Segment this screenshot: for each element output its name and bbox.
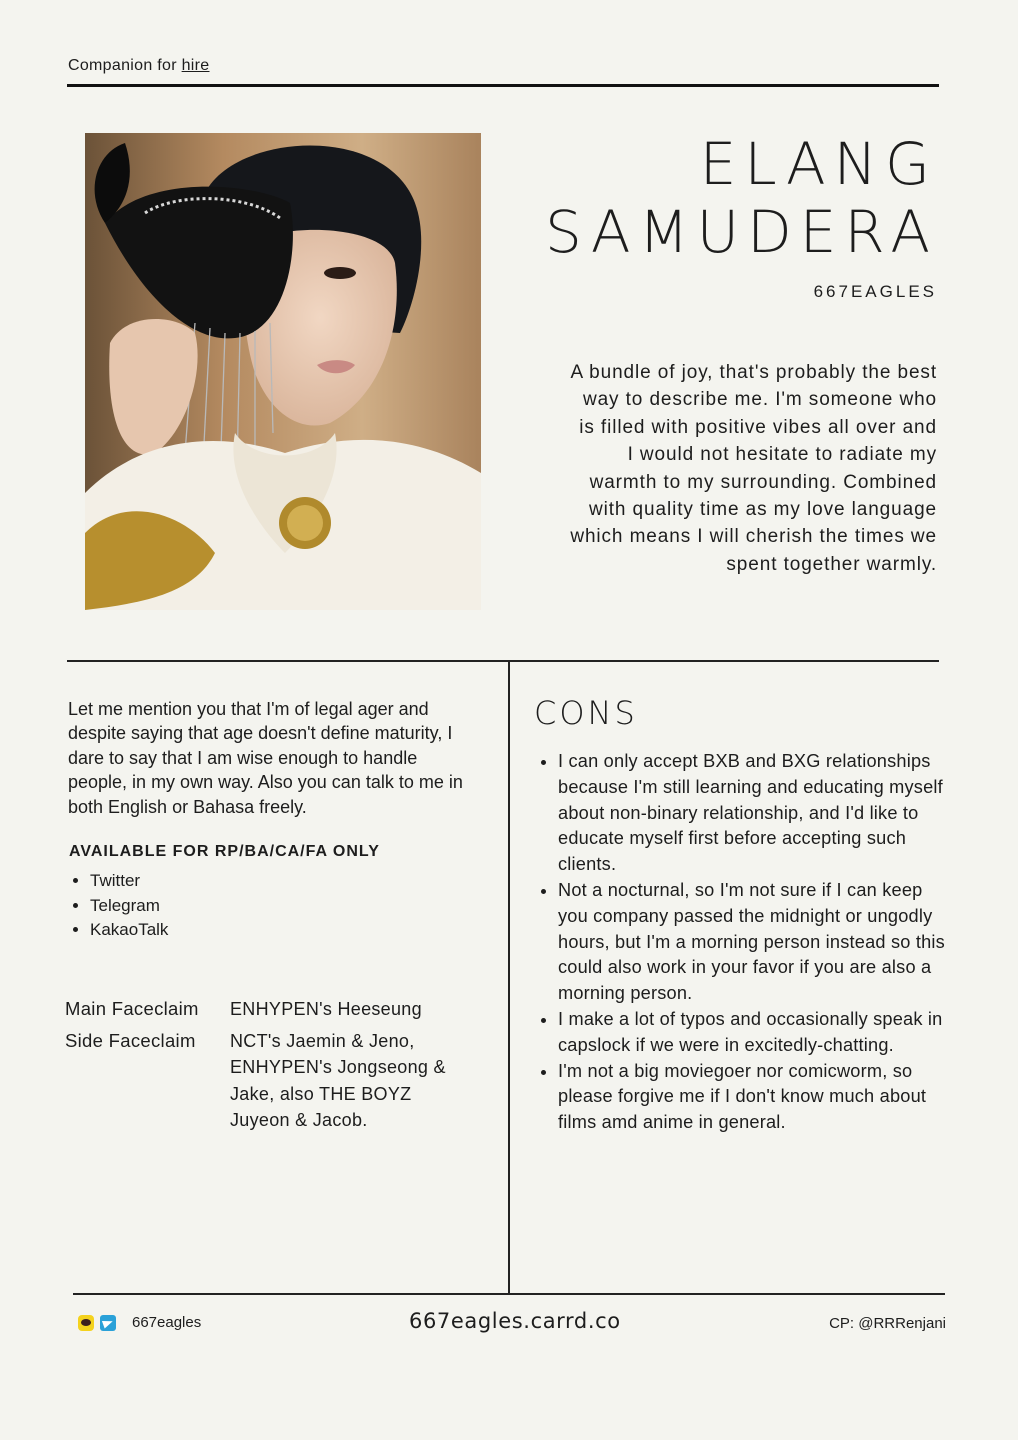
faceclaim-value: NCT's Jaemin & Jeno, ENHYPEN's Jongseong & Jake, also THE BOYZ Juyeon & Jacob. xyxy=(230,1030,446,1130)
footer-credit: CP: @RRRenjani xyxy=(829,1315,946,1332)
name-line-2: SAMUDERA xyxy=(545,198,938,266)
cons-item: • I'm not a big moviegoer nor comicworm, so please forgive me if I don't know much about films amd anime in general. xyxy=(558,1059,948,1136)
faceclaim-value: ENHYPEN's Heeseung xyxy=(230,999,422,1019)
cons-heading: CONS xyxy=(534,694,638,732)
telegram-icon[interactable] xyxy=(100,1315,116,1331)
platform-list xyxy=(68,869,478,943)
profile-bio: A bundle of joy, that's probably the best way to describe me. I'm someone who is filled with positive vibes all over and I would not hesitate to radiate my warmth to my surrounding. Combined with quality time as my love language which means I will cherish the times we spent together warmly. xyxy=(570,362,937,575)
profile-photo xyxy=(85,133,481,610)
footer-contact xyxy=(78,1314,201,1331)
faceclaim-row xyxy=(65,1023,475,1134)
availability-heading: AVAILABLE FOR RP/BA/CA/FA ONLY xyxy=(69,843,380,861)
website-link[interactable]: 667eagles.carrd.co xyxy=(409,1309,621,1333)
profile-name xyxy=(545,130,938,266)
contact-handle: 667eagles xyxy=(132,1314,202,1331)
tagline-prefix: Companion for xyxy=(68,57,177,74)
header-tagline xyxy=(68,57,210,75)
cons-item: • I can only accept BXB and BXG relationships because I'm still learning and educating myself about non-binary relationship, and I'd like to educate myself first before accepting such clients. xyxy=(558,749,948,878)
cons-item: • I make a lot of typos and occasionally speak in capslock if we were in excitedly-chatting. xyxy=(558,1007,948,1059)
intro-text: Let me mention you that I'm of legal ager and despite saying that age doesn't define maturity, I dare to say that I am wise enough to handle people, in my own way. Also you can talk to me in both English or Bahasa freely. xyxy=(68,699,463,817)
profile-handle: 667EAGLES xyxy=(813,282,937,301)
platform-item: • Twitter xyxy=(90,869,478,894)
faceclaim-label: Main Faceclaim xyxy=(65,998,199,1019)
middle-divider xyxy=(67,660,939,662)
cons-item: • Not a nocturnal, so I'm not sure if I can keep you company passed the midnight or ungodly hours, but I'm a morning person instead so this could also work in your favor if you are also a morning person. xyxy=(558,878,948,1007)
column-divider xyxy=(508,661,510,1294)
hire-link[interactable]: hire xyxy=(181,57,210,74)
top-divider xyxy=(67,84,939,87)
kakaotalk-icon[interactable] xyxy=(78,1315,94,1331)
faceclaim-row xyxy=(65,996,475,1023)
platform-item: • Telegram xyxy=(90,894,478,919)
bottom-divider xyxy=(73,1293,945,1295)
details-column xyxy=(68,697,478,943)
cons-list xyxy=(537,749,948,1136)
faceclaim-label: Side Faceclaim xyxy=(65,1029,196,1051)
faceclaim-table xyxy=(65,996,475,1134)
platform-item: • KakaoTalk xyxy=(90,918,478,943)
name-line-1: ELANG xyxy=(699,130,938,198)
